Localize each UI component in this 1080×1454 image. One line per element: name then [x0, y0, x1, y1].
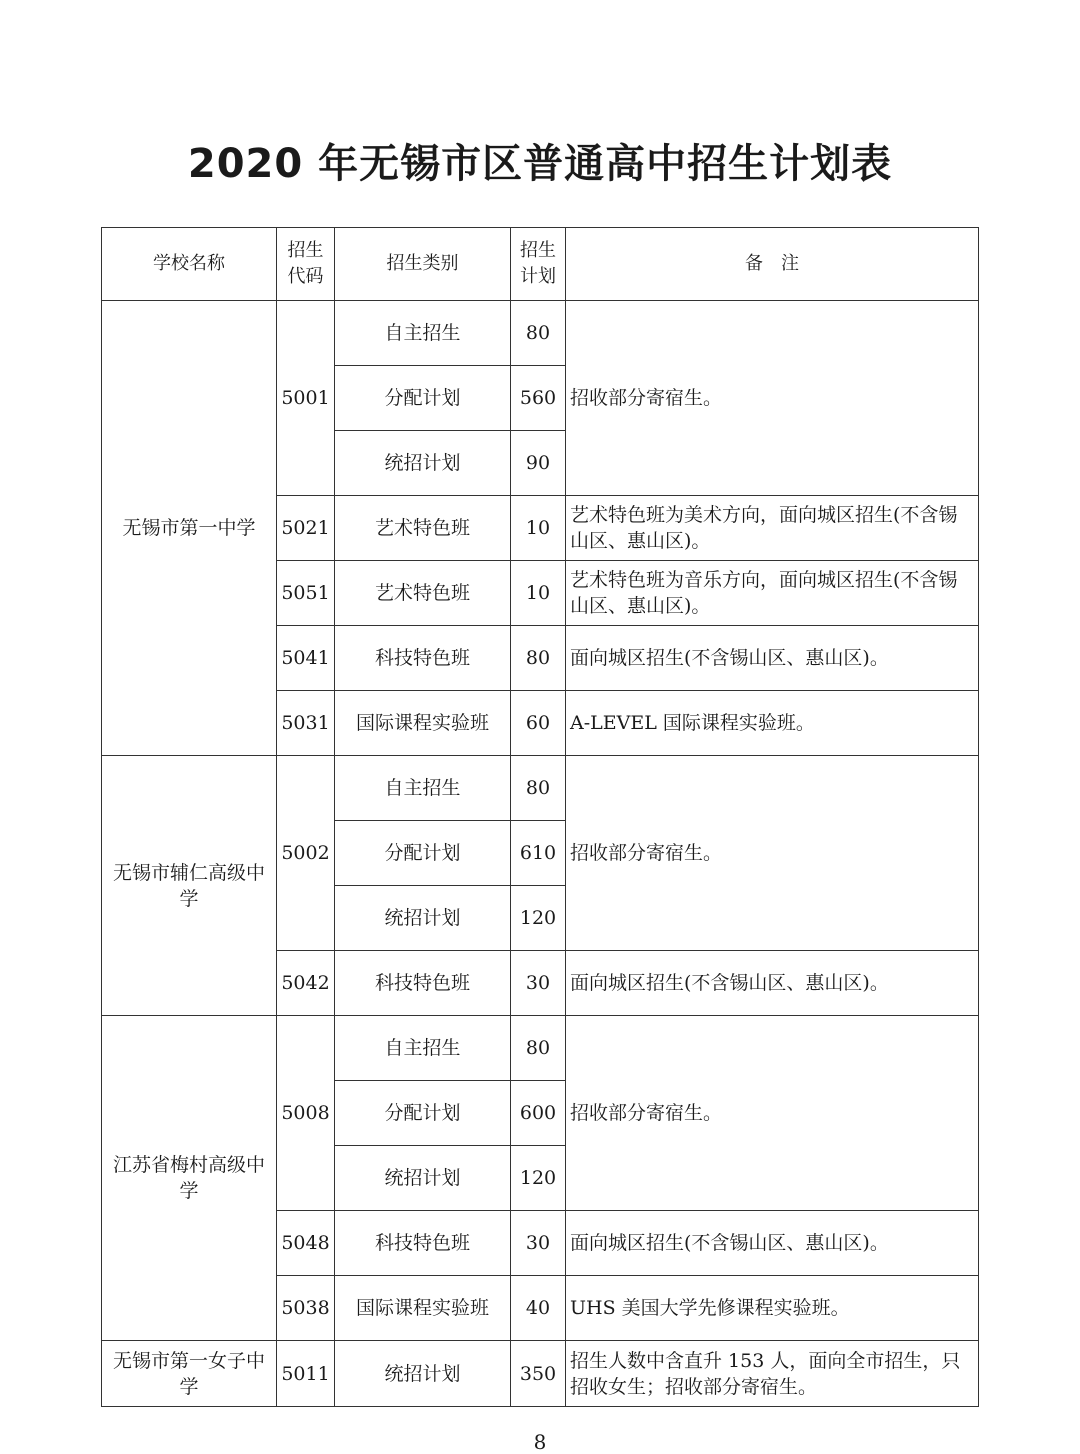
- remark-cell: 面向城区招生(不含锡山区、惠山区)。: [566, 626, 979, 691]
- plan-count-cell: 80: [511, 626, 566, 691]
- category-cell: 分配计划: [335, 821, 511, 886]
- school-name-cell: 无锡市辅仁高级中学: [102, 756, 277, 1016]
- remark-cell: 面向城区招生(不含锡山区、惠山区)。: [566, 951, 979, 1016]
- category-cell: 统招计划: [335, 886, 511, 951]
- enrollment-code-cell: 5001: [277, 301, 335, 496]
- plan-count-cell: 610: [511, 821, 566, 886]
- enrollment-code-cell: 5008: [277, 1016, 335, 1211]
- category-cell: 科技特色班: [335, 626, 511, 691]
- remark-cell: 面向城区招生(不含锡山区、惠山区)。: [566, 1211, 979, 1276]
- enrollment-plan-table: [101, 227, 979, 1407]
- table-row: [102, 1341, 979, 1407]
- plan-count-cell: 80: [511, 1016, 566, 1081]
- category-cell: 自主招生: [335, 301, 511, 366]
- category-cell: 科技特色班: [335, 951, 511, 1016]
- category-cell: 自主招生: [335, 1016, 511, 1081]
- table-row: [102, 301, 979, 366]
- remark-cell: 艺术特色班为美术方向，面向城区招生(不含锡山区、惠山区)。: [566, 496, 979, 561]
- enrollment-code-cell: 5002: [277, 756, 335, 951]
- category-cell: 分配计划: [335, 1081, 511, 1146]
- plan-count-cell: 560: [511, 366, 566, 431]
- remark-cell: UHS 美国大学先修课程实验班。: [566, 1276, 979, 1341]
- header-remark: 备 注: [566, 228, 979, 301]
- category-cell: 艺术特色班: [335, 496, 511, 561]
- header-plan: 招生计划: [511, 228, 566, 301]
- page-number: 8: [533, 1430, 547, 1454]
- enrollment-code-cell: 5031: [277, 691, 335, 756]
- header-school-name: 学校名称: [102, 228, 277, 301]
- table-row: [102, 756, 979, 821]
- remark-cell: 艺术特色班为音乐方向，面向城区招生(不含锡山区、惠山区)。: [566, 561, 979, 626]
- plan-count-cell: 10: [511, 561, 566, 626]
- plan-count-cell: 80: [511, 301, 566, 366]
- plan-count-cell: 60: [511, 691, 566, 756]
- enrollment-code-cell: 5021: [277, 496, 335, 561]
- category-cell: 艺术特色班: [335, 561, 511, 626]
- table-body: [102, 301, 979, 1407]
- enrollment-code-cell: 5042: [277, 951, 335, 1016]
- remark-cell: 招生人数中含直升 153 人，面向全市招生，只招收女生；招收部分寄宿生。: [566, 1341, 979, 1407]
- school-name-cell: 无锡市第一女子中学: [102, 1341, 277, 1407]
- plan-count-cell: 350: [511, 1341, 566, 1407]
- plan-count-cell: 90: [511, 431, 566, 496]
- category-cell: 统招计划: [335, 431, 511, 496]
- school-name-cell: 无锡市第一中学: [102, 301, 277, 756]
- enrollment-code-cell: 5011: [277, 1341, 335, 1407]
- remark-cell: 招收部分寄宿生。: [566, 1016, 979, 1211]
- enrollment-code-cell: 5038: [277, 1276, 335, 1341]
- plan-count-cell: 40: [511, 1276, 566, 1341]
- category-cell: 分配计划: [335, 366, 511, 431]
- header-code: 招生代码: [277, 228, 335, 301]
- category-cell: 自主招生: [335, 756, 511, 821]
- plan-count-cell: 120: [511, 886, 566, 951]
- plan-count-cell: 600: [511, 1081, 566, 1146]
- remark-cell: A-LEVEL 国际课程实验班。: [566, 691, 979, 756]
- category-cell: 统招计划: [335, 1341, 511, 1407]
- header-category: 招生类别: [335, 228, 511, 301]
- category-cell: 国际课程实验班: [335, 691, 511, 756]
- school-name-cell: 江苏省梅村高级中学: [102, 1016, 277, 1341]
- plan-count-cell: 120: [511, 1146, 566, 1211]
- plan-count-cell: 30: [511, 951, 566, 1016]
- plan-count-cell: 80: [511, 756, 566, 821]
- category-cell: 国际课程实验班: [335, 1276, 511, 1341]
- table-row: [102, 1016, 979, 1081]
- enrollment-code-cell: 5048: [277, 1211, 335, 1276]
- enrollment-code-cell: 5051: [277, 561, 335, 626]
- enrollment-code-cell: 5041: [277, 626, 335, 691]
- plan-count-cell: 10: [511, 496, 566, 561]
- page-title: 2020 年无锡市区普通高中招生计划表: [187, 141, 893, 187]
- remark-cell: 招收部分寄宿生。: [566, 301, 979, 496]
- category-cell: 统招计划: [335, 1146, 511, 1211]
- table-header-row: [102, 228, 979, 301]
- plan-count-cell: 30: [511, 1211, 566, 1276]
- category-cell: 科技特色班: [335, 1211, 511, 1276]
- remark-cell: 招收部分寄宿生。: [566, 756, 979, 951]
